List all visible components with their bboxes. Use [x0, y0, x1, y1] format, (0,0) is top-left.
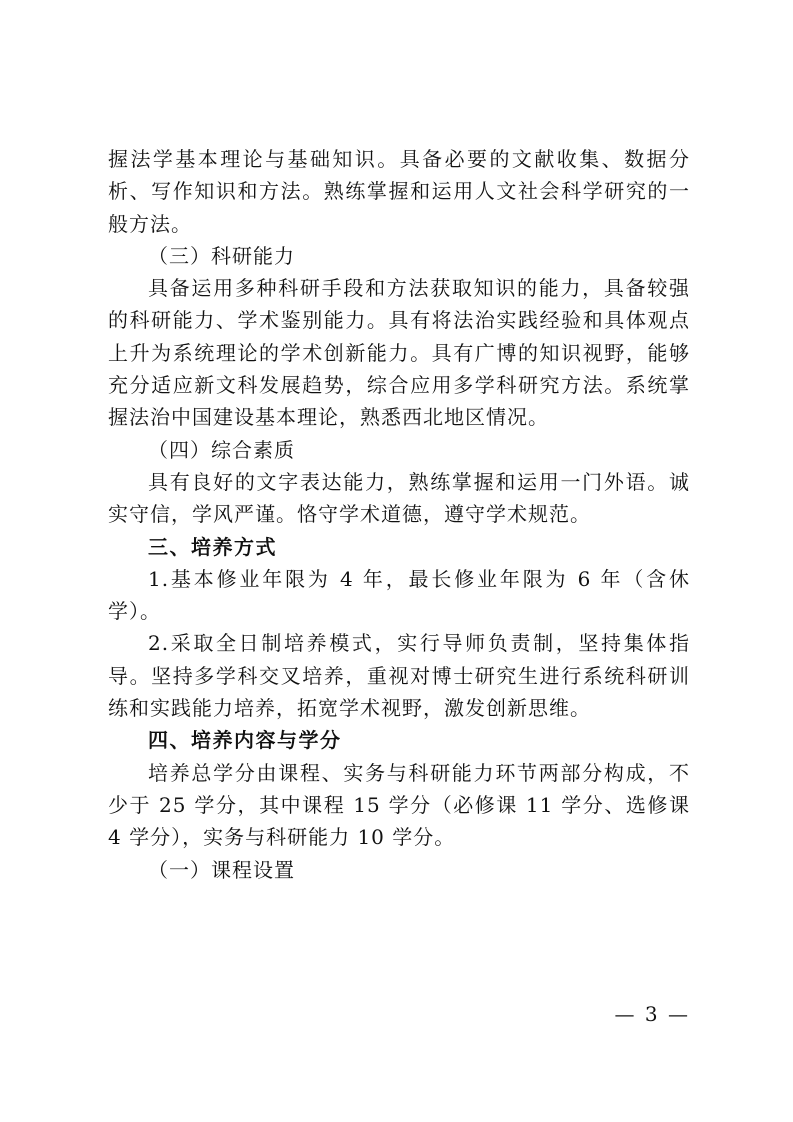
paragraph-research-ability: 具备运用多种科研手段和方法获取知识的能力，具备较强的科研能力、学术鉴别能力。具有将法治实践经验和具体观点上升为系统理论的学术创新能力。具有广博的知识视野，能够充分适应新文科发展趋势，综合应用多学科研究方法。系统掌握法治中国建设基本理论，熟悉西北地区情况。 — [108, 276, 690, 430]
chapter-heading-training-method: 三、培养方式 — [148, 534, 277, 559]
document-body — [108, 143, 690, 886]
paragraph-credits: 培养总学分由课程、实务与科研能力环节两部分构成，不少于 25 学分，其中课程 15 学分（必修课 11 学分、选修课 4 学分），实务与科研能力 10 学分。 — [108, 760, 690, 850]
chapter-heading-content-and-credits: 四、培养内容与学分 — [148, 728, 342, 753]
page-number: — 3 — — [614, 1002, 690, 1026]
paragraph-continuation: 握法学基本理论与基础知识。具备必要的文献收集、数据分析、写作知识和方法。熟练掌握和运用人文社会科学研究的一般方法。 — [108, 147, 690, 236]
section-heading-course-setup: （一）课程设置 — [148, 857, 295, 882]
section-heading-research-ability: （三）科研能力 — [148, 243, 295, 268]
paragraph-overall-quality: 具有良好的文字表达能力，熟练掌握和运用一门外语。诚实守信，学风严谨。恪守学术道德，遵守学术规范。 — [108, 469, 690, 527]
section-heading-overall-quality: （四）综合素质 — [148, 437, 295, 462]
paragraph-training-mode: 2.采取全日制培养模式，实行导师负责制，坚持集体指导。坚持多学科交叉培养，重视对博士研究生进行系统科研训练和实践能力培养，拓宽学术视野，激发创新思维。 — [108, 631, 690, 721]
paragraph-study-duration: 1.基本修业年限为 4 年，最长修业年限为 6 年（含休学）。 — [108, 566, 690, 624]
